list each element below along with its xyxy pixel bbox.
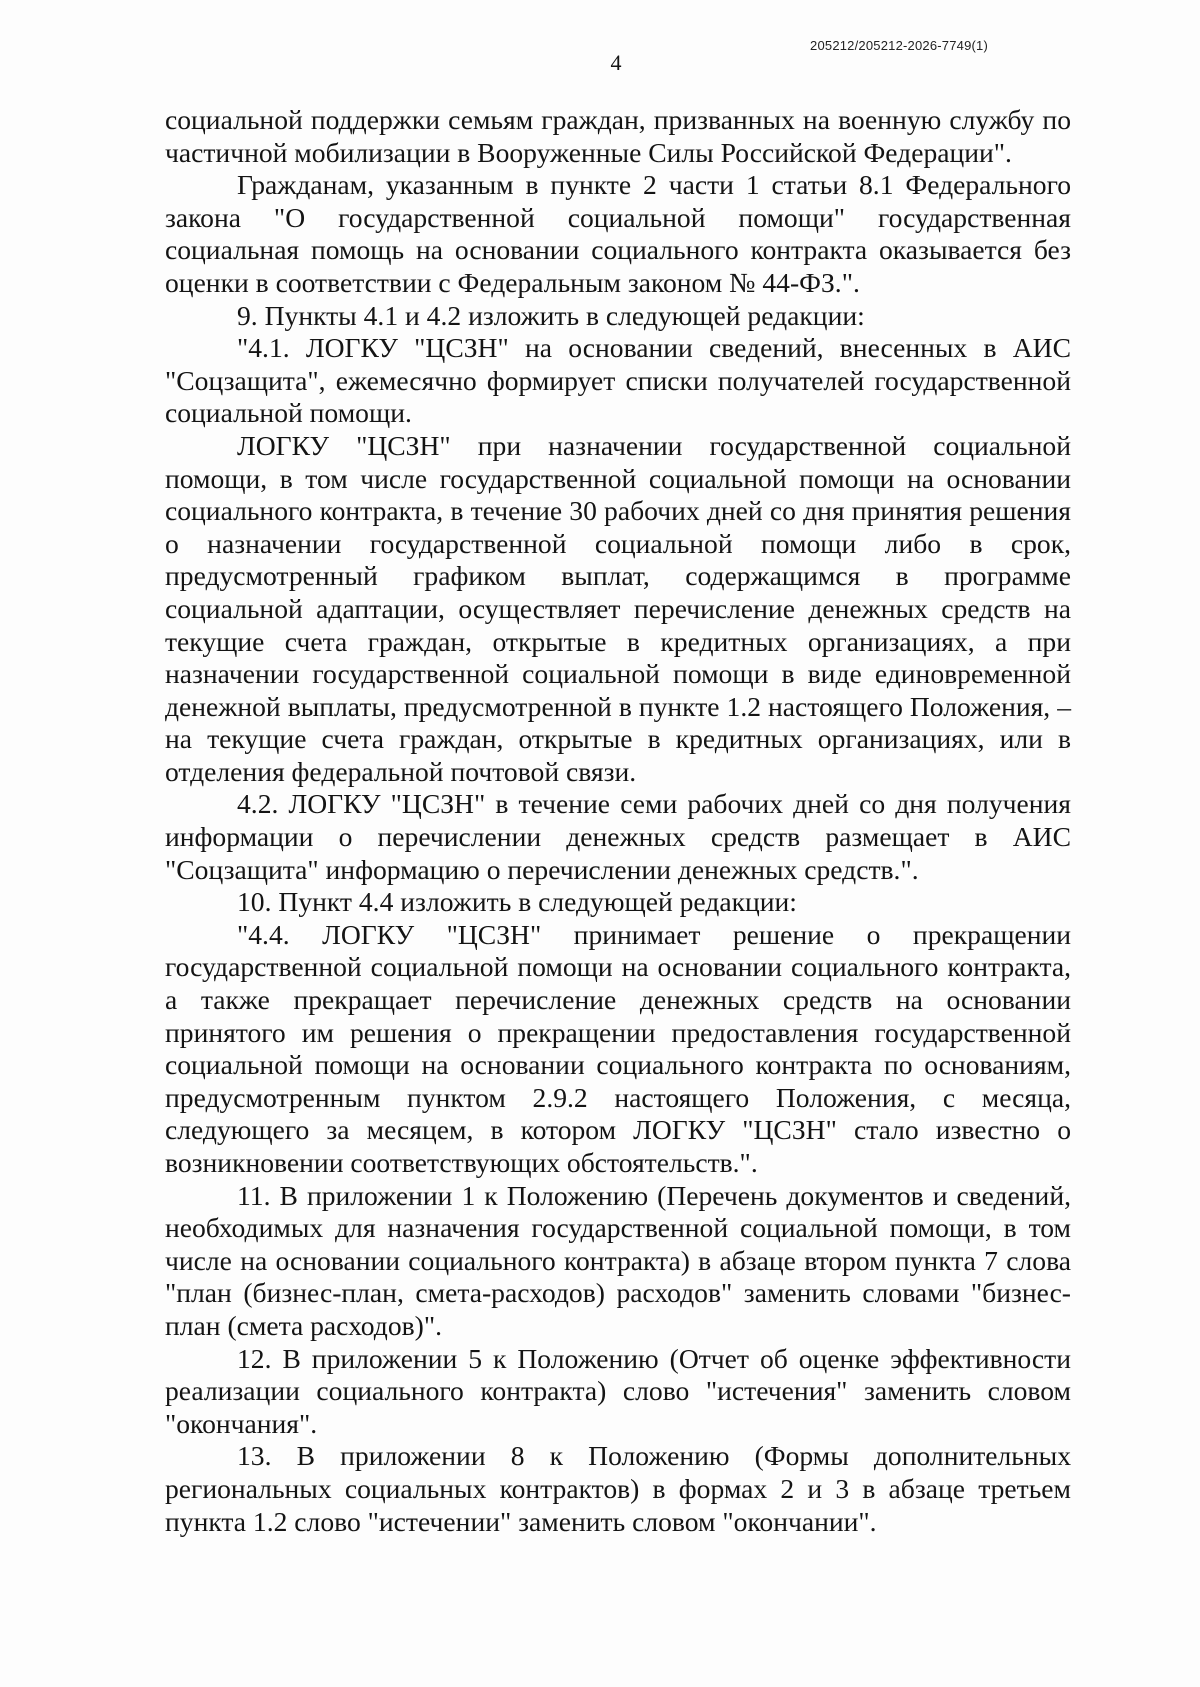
paragraph-item-13: 13. В приложении 8 к Положению (Формы дополнительных региональных социальных контрактов) в формах 2 и 3 в абзаце третьем пункта 1.2 слово "истечении" заменить словом "окончании". (165, 1440, 1071, 1537)
paragraph-clause-4-2: 4.2. ЛОГКУ "ЦСЗН" в течение семи рабочих дней со дня получения информации о перечислении денежных средств размещает в АИС "Соцзащита" информацию о перечислении денежных средств.". (165, 788, 1071, 885)
document-registration-number: 205212/205212-2026-7749(1) (810, 38, 988, 53)
paragraph-clause-4-1: "4.1. ЛОГКУ "ЦСЗН" на основании сведений, внесенных в АИС "Соцзащита", ежемесячно формирует списки получателей государственной социальной помощи. (165, 332, 1071, 429)
paragraph-citizens-clause: Гражданам, указанным в пункте 2 части 1 статьи 8.1 Федерального закона "О государственной социальной помощи" государственная социальная помощь на основании социального контракта оказывается без оценки в соответствии с Федеральным законом № 44-ФЗ.". (165, 169, 1071, 298)
document-body (165, 104, 1071, 1538)
paragraph-clause-4-4: "4.4. ЛОГКУ "ЦСЗН" принимает решение о прекращении государственной социальной помощи на основании социального контракта, а также прекращает перечисление денежных средств на основании принятого им решения о прекращении предоставления государственной социальной помощи на основании социального контракта по основаниям, предусмотренным пунктом 2.9.2 настоящего Положения, с месяца, следующего за месяцем, в котором ЛОГКУ "ЦСЗН" стало известно о возникновении соответствующих обстоятельств.". (165, 918, 1071, 1178)
paragraph-continuation: социальной поддержки семьям граждан, призванных на военную службу по частичной мобилизации в Вооруженные Силы Российской Федерации". (165, 104, 1071, 168)
paragraph-clause-4-1-payments: ЛОГКУ "ЦСЗН" при назначении государственной социальной помощи, в том числе государственной социальной помощи на основании социального контракта, в течение 30 рабочих дней со дня принятия решения о назначении государственной социальной помощи либо в срок, предусмотренный графиком выплат, содержащимся в программе социальной адаптации, осуществляет перечисление денежных средств на текущие счета граждан, открытые в кредитных организациях, а при назначении государственной социальной помощи в виде единовременной денежной выплаты, предусмотренной в пункте 1.2 настоящего Положения, – на текущие счета граждан, открытые в кредитных организациях, или в отделения федеральной почтовой связи. (165, 429, 1071, 787)
page-number: 4 (610, 50, 622, 75)
paragraph-item-10: 10. Пункт 4.4 изложить в следующей редакции: (237, 886, 797, 918)
paragraph-item-9: 9. Пункты 4.1 и 4.2 изложить в следующей редакции: (237, 299, 865, 331)
paragraph-item-11: 11. В приложении 1 к Положению (Перечень документов и сведений, необходимых для назначения государственной социальной помощи, в том числе на основании социального контракта) в абзаце втором пункта 7 слова "план (бизнес-план, смета-расходов) расходов" заменить словами "бизнес-план (смета расходов)". (165, 1179, 1071, 1341)
paragraph-item-12: 12. В приложении 5 к Положению (Отчет об оценке эффективности реализации социального контракта) слово "истечения" заменить словом "окончания". (165, 1342, 1071, 1439)
